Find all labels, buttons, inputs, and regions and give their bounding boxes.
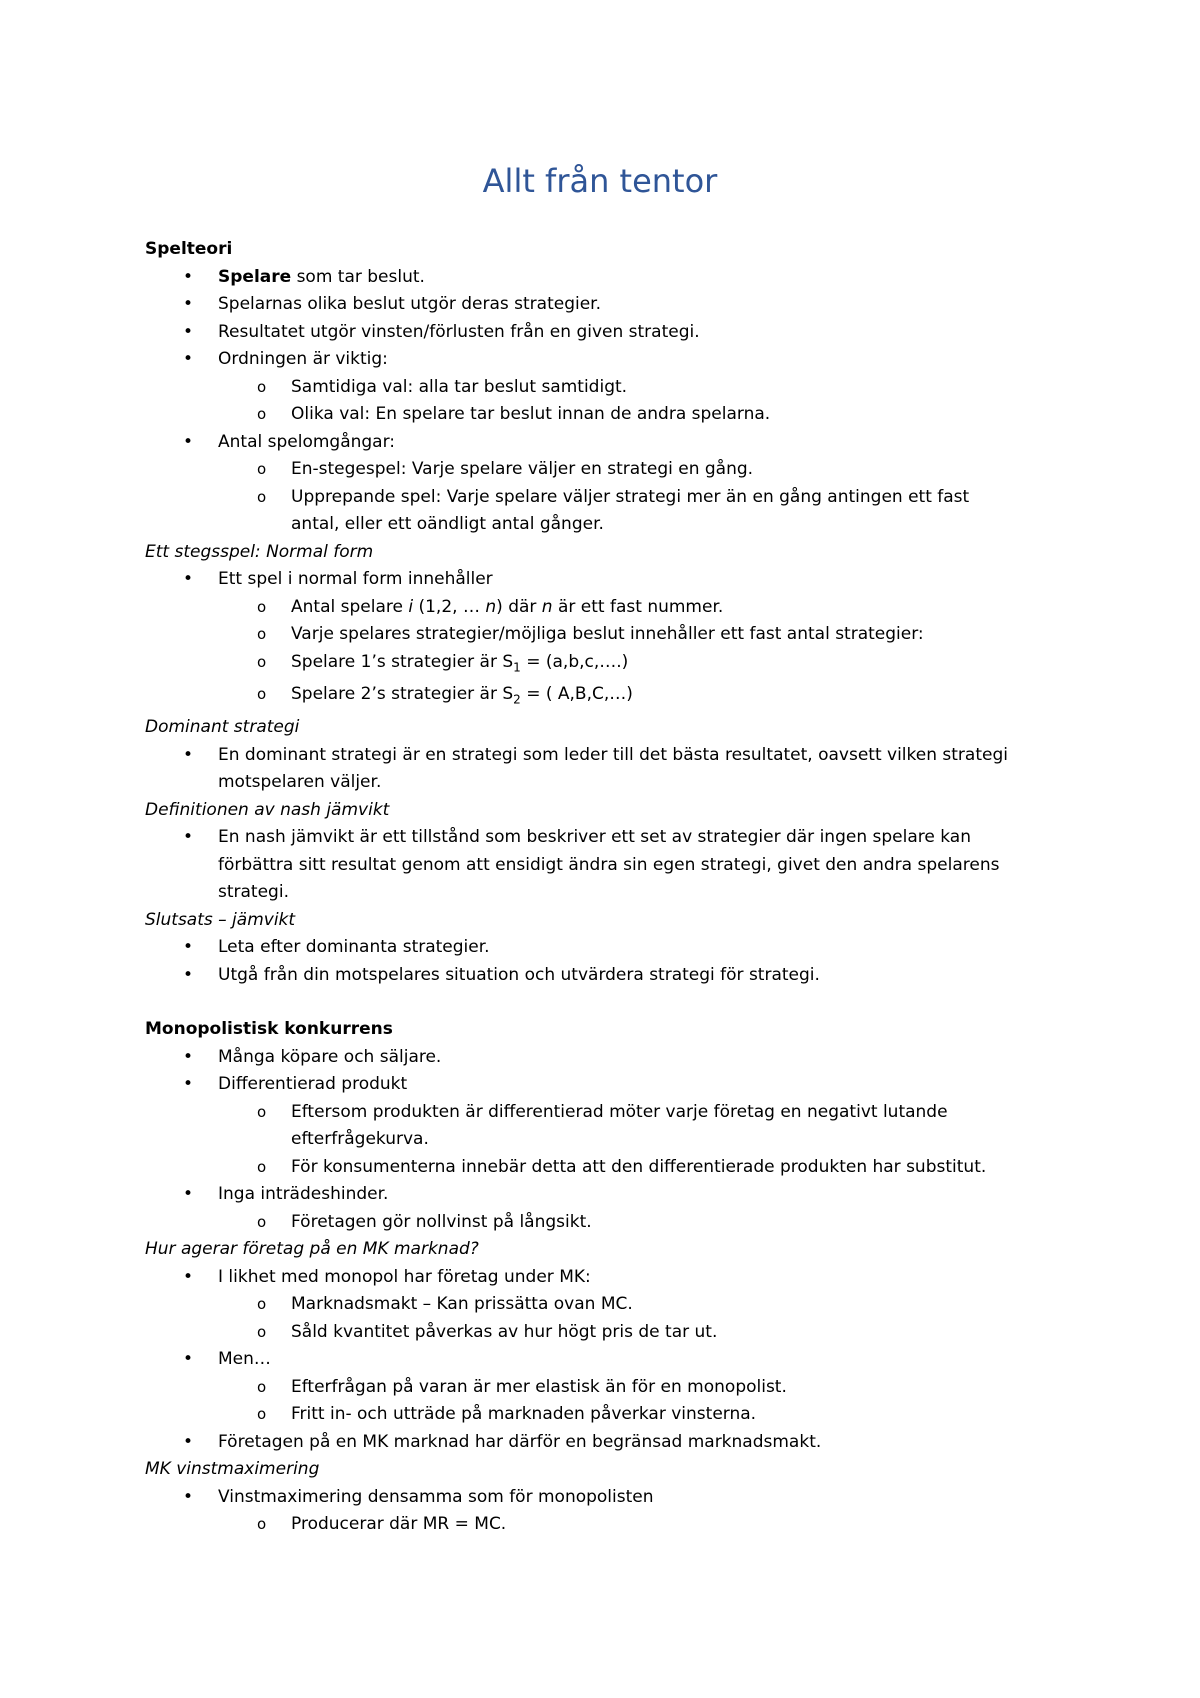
sub-bullet-item: o För konsumenterna innebär detta att den differentierade produkten har substitut. <box>145 1154 1065 1182</box>
subscript: 1 <box>513 659 521 674</box>
sub-bullet-item <box>145 681 1065 714</box>
bullet-item: • Vinstmaximering densamma som för monopolisten <box>145 1484 1065 1512</box>
bullet-item: • Resultatet utgör vinsten/förlusten från en given strategi. <box>145 319 1065 347</box>
sub-bullet-item: o Såld kvantitet påverkas av hur högt pris de tar ut. <box>145 1319 1065 1347</box>
italic-var: n <box>485 596 497 617</box>
sub-bullet-item: o Efterfrågan på varan är mer elastisk än för en monopolist. <box>145 1374 1065 1402</box>
bullet-item: • En dominant strategi är en strategi som leder till det bästa resultatet, oavsett vilken strategi motspelaren väljer. <box>145 742 1018 797</box>
text: (1,2, … <box>413 596 486 617</box>
sub-bullet-item: o Producerar där MR = MC. <box>145 1511 1065 1539</box>
text: är ett fast nummer. <box>552 596 724 617</box>
sub-bullet-item: o Företagen gör nollvinst på långsikt. <box>145 1209 1065 1237</box>
section-heading-spelteori: Spelteori <box>145 239 233 259</box>
bullet-item: • Differentierad produkt <box>145 1071 1065 1099</box>
bullet-item: • Antal spelomgångar: <box>145 429 1065 457</box>
text: Spelare 2’s strategier är S <box>291 684 514 705</box>
sub-bullet-item: o Upprepande spel: Varje spelare väljer strategi mer än en gång antingen ett fast antal, eller ett oändligt antal gånger. <box>145 484 991 539</box>
bullet-item: • Många köpare och säljare. <box>145 1044 1065 1072</box>
subsection-heading-dominant: Dominant strategi <box>145 717 300 738</box>
subsection-heading-agerar: Hur agerar företag på en MK marknad? <box>145 1239 479 1260</box>
bullet-item: • Spelarnas olika beslut utgör deras strategier. <box>145 291 1065 319</box>
sub-bullet-item <box>145 649 1065 682</box>
sub-bullet-item: o Olika val: En spelare tar beslut innan de andra spelarna. <box>145 401 1065 429</box>
text: = ( A,B,C,…) <box>520 684 633 705</box>
bullet-item: • En nash jämvikt är ett tillstånd som beskriver ett set av strategier där ingen spelare kan förbättra sitt resultat genom att ensidigt ändra sin egen strategi, givet den andra spelarens strategi. <box>145 824 1018 907</box>
bullet-item: • Ordningen är viktig: <box>145 346 1065 374</box>
text: Spelare 1’s strategier är S <box>291 651 514 672</box>
bullet-text: som tar beslut. <box>296 266 425 287</box>
text: = (a,b,c,….) <box>520 651 629 672</box>
bullet-item: • Inga inträdeshinder. <box>145 1181 1065 1209</box>
subsection-heading-nash: Definitionen av nash jämvikt <box>145 799 390 820</box>
sub-bullet-item: o Marknadsmakt – Kan prissätta ovan MC. <box>145 1291 1065 1319</box>
subsection-heading-slutsats: Slutsats – jämvikt <box>145 909 296 930</box>
bullet-item: • Ett spel i normal form innehåller <box>145 566 1065 594</box>
subsection-heading-vinstmax: MK vinstmaximering <box>145 1459 320 1480</box>
bullet-item: • Leta efter dominanta strategier. <box>145 934 1065 962</box>
section-heading-monopolistisk: Monopolistisk konkurrens <box>145 1019 393 1040</box>
sub-bullet-item: o Samtidiga val: alla tar beslut samtidigt. <box>145 374 1065 402</box>
bullet-item: • Företagen på en MK marknad har därför en begränsad marknadsmakt. <box>145 1429 1065 1457</box>
subsection-heading-normal-form: Ett stegsspel: Normal form <box>145 541 374 562</box>
bullet-item: • Men… <box>145 1346 1065 1374</box>
spacer <box>145 989 1065 1016</box>
sub-bullet-item: o En-stegespel: Varje spelare väljer en strategi en gång. <box>145 456 1065 484</box>
sub-bullet-item: o Fritt in- och utträde på marknaden påverkar vinsterna. <box>145 1401 1065 1429</box>
text: ) där <box>496 596 542 617</box>
sub-bullet-item: o Eftersom produkten är differentierad möter varje företag en negativt lutande efterfrågekurva. <box>145 1099 1011 1154</box>
sub-bullet-item <box>145 594 1065 622</box>
italic-var: n <box>541 596 553 617</box>
page-title: Allt från tentor <box>482 162 718 200</box>
bullet-item: • I likhet med monopol har företag under MK: <box>145 1264 1065 1292</box>
subscript: 2 <box>513 692 521 707</box>
bullet-item: • Utgå från din motspelares situation och utvärdera strategi för strategi. <box>145 962 1065 990</box>
bullet-item <box>145 264 1065 292</box>
text: Antal spelare <box>291 596 409 617</box>
bold-term: Spelare <box>218 266 292 287</box>
italic-var: i <box>408 596 414 617</box>
sub-bullet-item: o Varje spelares strategier/möjliga beslut innehåller ett fast antal strategier: <box>145 621 1065 649</box>
document-body <box>145 236 1065 1539</box>
